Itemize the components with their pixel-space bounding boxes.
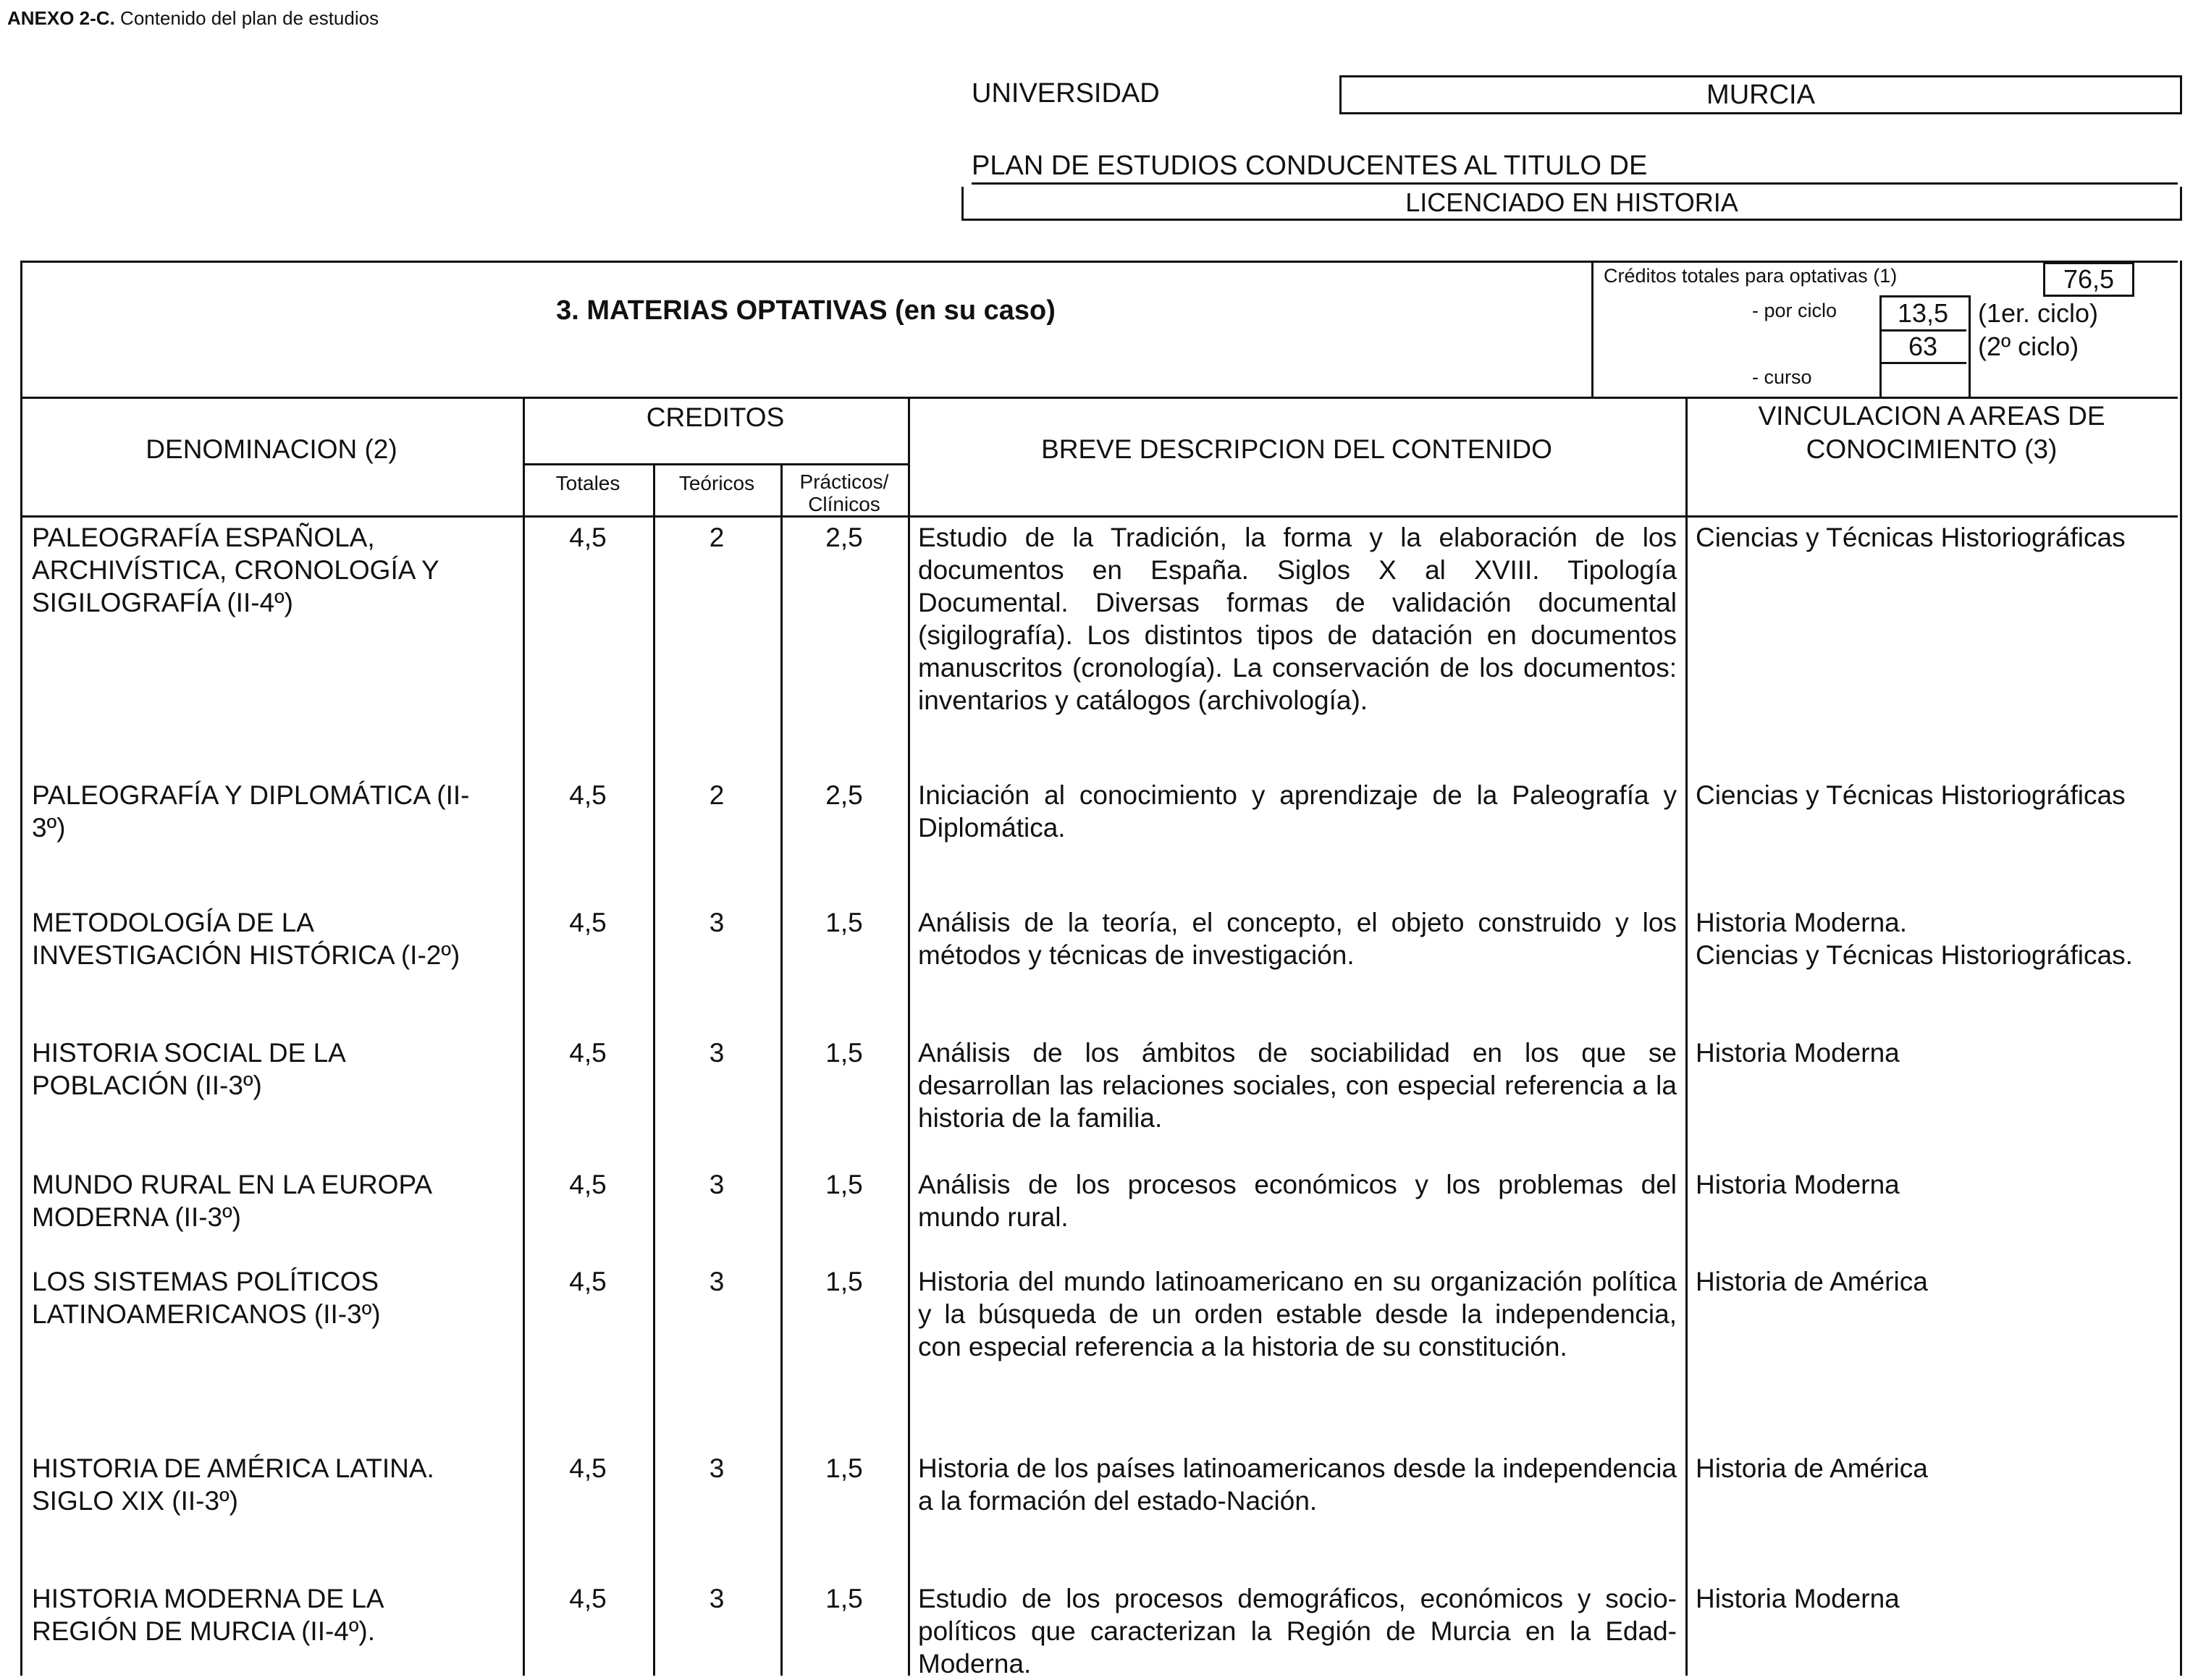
course-name-line: 3º) — [32, 813, 66, 843]
course-name — [32, 1452, 524, 1517]
clinicos-label: Clínicos — [808, 493, 880, 515]
course-name-line: HISTORIA MODERNA DE LA — [32, 1584, 384, 1613]
col-header-vinculacion — [1685, 400, 2178, 466]
knowledge-area — [1696, 521, 2173, 554]
knowledge-area — [1696, 1265, 2173, 1298]
col-header-teoricos: Teóricos — [678, 472, 755, 494]
column-divider — [780, 463, 783, 1676]
credits-practicos: 1,5 — [825, 1584, 863, 1613]
credits-teoricos: 3 — [709, 1453, 725, 1483]
vinculacion-line1: VINCULACION A AREAS DE — [1758, 401, 2105, 431]
ciclo1-label: (1er. ciclo) — [1978, 298, 2099, 328]
col-header-descripcion: BREVE DESCRIPCION DEL CONTENIDO — [1041, 434, 1552, 464]
credits-practicos: 2,5 — [825, 780, 863, 810]
curso-label: - curso — [1752, 366, 1812, 388]
credits-practicos: 1,5 — [825, 1267, 863, 1296]
plan-label: PLAN DE ESTUDIOS CONDUCENTES AL TITULO DE — [972, 151, 1648, 181]
course-description: Análisis de la teoría, el concepto, el objeto construido y los métodos y técnicas de investigación. — [918, 908, 1677, 970]
credits-totales: 4,5 — [569, 780, 607, 810]
knowledge-area-line: Historia Moderna — [1696, 1170, 1900, 1199]
col-header-totales: Totales — [555, 472, 620, 494]
degree-value: LICENCIADO EN HISTORIA — [961, 187, 2182, 221]
credits-totales: 4,5 — [569, 1453, 607, 1483]
plan-underline — [972, 182, 2178, 185]
ciclo-separator — [1879, 362, 1966, 364]
knowledge-area-line: Historia Moderna — [1696, 1038, 1900, 1068]
credits-practicos: 2,5 — [825, 523, 863, 552]
course-description: Historia del mundo latinoamericano en su organización política y la búsqueda de un orden estable desde la independencia, con especial referencia a la historia de su constitución. — [918, 1267, 1677, 1362]
creditos-sub-rule — [523, 463, 908, 465]
header-top-rule — [20, 397, 2178, 399]
course-name — [32, 1265, 524, 1330]
annex-heading — [7, 7, 379, 30]
credits-practicos: 1,5 — [825, 1038, 863, 1068]
course-description: Iniciación al conocimiento y aprendizaje de la Paleografía y Diplomática. — [918, 780, 1677, 843]
col-header-creditos: CREDITOS — [646, 402, 785, 432]
knowledge-area — [1696, 779, 2173, 811]
vinculacion-line2: CONOCIMIENTO (3) — [1806, 434, 2058, 464]
credits-totales: 4,5 — [569, 523, 607, 552]
university-value: MURCIA — [1339, 75, 2182, 114]
credits-total-label: Créditos totales para optativas (1) — [1604, 265, 1898, 287]
knowledge-area-line: Ciencias y Técnicas Historiográficas — [1696, 780, 2126, 810]
course-name — [32, 1168, 524, 1233]
course-name-line: HISTORIA DE AMÉRICA LATINA. — [32, 1453, 434, 1483]
credits-teoricos: 2 — [709, 523, 725, 552]
course-name-line: MODERNA (II-3º) — [32, 1202, 241, 1232]
credits-totales: 4,5 — [569, 1170, 607, 1199]
course-name-line: PALEOGRAFÍA Y DIPLOMÁTICA (II- — [32, 780, 470, 810]
course-name-line: METODOLOGÍA DE LA — [32, 908, 314, 937]
credits-teoricos: 3 — [709, 908, 725, 937]
course-name-line: LATINOAMERICANOS (II-3º) — [32, 1299, 381, 1329]
knowledge-area — [1696, 1582, 2173, 1615]
ciclo1-value: 13,5 — [1897, 298, 1949, 328]
course-name-line: PALEOGRAFÍA ESPAÑOLA, — [32, 523, 375, 552]
credits-teoricos: 3 — [709, 1267, 725, 1296]
knowledge-area-line: Ciencias y Técnicas Historiográficas — [1696, 523, 2126, 552]
credits-totales: 4,5 — [569, 1267, 607, 1296]
ciclo2-value: 63 — [1908, 332, 1938, 361]
course-name-line: REGIÓN DE MURCIA (II-4º). — [32, 1616, 375, 1646]
knowledge-area — [1696, 906, 2173, 971]
course-name-line: HISTORIA SOCIAL DE LA — [32, 1038, 346, 1068]
col-header-denominacion: DENOMINACION (2) — [146, 434, 397, 464]
course-name — [32, 906, 524, 971]
credits-practicos: 1,5 — [825, 1453, 863, 1483]
credits-practicos: 1,5 — [825, 908, 863, 937]
ciclo2-label: (2º ciclo) — [1978, 332, 2079, 361]
course-name — [32, 779, 524, 844]
credits-teoricos: 3 — [709, 1038, 725, 1068]
course-name-line: LOS SISTEMAS POLÍTICOS — [32, 1267, 379, 1296]
credits-teoricos: 2 — [709, 780, 725, 810]
course-name — [32, 1582, 524, 1647]
course-name-line: SIGILOGRAFÍA (II-4º) — [32, 588, 293, 617]
course-name-line: POBLACIÓN (II-3º) — [32, 1071, 262, 1100]
course-description: Análisis de los procesos económicos y los problemas del mundo rural. — [918, 1170, 1677, 1232]
credits-total-value: 76,5 — [2043, 262, 2134, 297]
column-divider — [908, 397, 910, 1676]
annex-number: ANEXO 2-C. — [7, 7, 115, 29]
col-header-practicos — [780, 470, 908, 515]
knowledge-area-line: Ciencias y Técnicas Historiográficas. — [1696, 940, 2133, 970]
section-title: 3. MATERIAS OPTATIVAS (en su caso) — [556, 295, 1056, 326]
knowledge-area-line: Historia Moderna — [1696, 1584, 1900, 1613]
course-name-line: SIGLO XIX (II-3º) — [32, 1486, 238, 1516]
course-name — [32, 1037, 524, 1102]
credits-totales: 4,5 — [569, 1584, 607, 1613]
column-divider — [653, 463, 655, 1676]
course-description: Estudio de la Tradición, la forma y la elaboración de los documentos en España. Siglos X al XVIII. Tipología Documental. Diversas formas de validación documental (sigilografía). Los distintos tipos de datación en documentos manuscritos (cronología). La conservación de los documentos: inventarios y catálogos (archivología). — [918, 523, 1677, 715]
course-name-line: MUNDO RURAL EN LA EUROPA — [32, 1170, 433, 1199]
knowledge-area-line: Historia de América — [1696, 1267, 1928, 1296]
knowledge-area-line: Historia de América — [1696, 1453, 1928, 1483]
course-description: Estudio de los procesos demográficos, económicos y socio-políticos que caracterizan la Región de Murcia en la Edad-Moderna. — [918, 1584, 1677, 1679]
knowledge-area — [1696, 1452, 2173, 1485]
annex-title: Contenido del plan de estudios — [120, 7, 379, 29]
column-divider — [1685, 397, 1688, 1676]
credits-totales: 4,5 — [569, 1038, 607, 1068]
header-bottom-rule — [20, 515, 2178, 518]
course-name — [32, 521, 524, 619]
credits-teoricos: 3 — [709, 1170, 725, 1199]
credits-teoricos: 3 — [709, 1584, 725, 1613]
university-label: UNIVERSIDAD — [972, 78, 1160, 109]
course-name-line: INVESTIGACIÓN HISTÓRICA (I-2º) — [32, 940, 460, 970]
knowledge-area — [1696, 1168, 2173, 1201]
por-ciclo-label: - por ciclo — [1752, 300, 1837, 321]
course-name-line: ARCHIVÍSTICA, CRONOLOGÍA Y — [32, 555, 439, 585]
credits-totales: 4,5 — [569, 908, 607, 937]
course-description: Análisis de los ámbitos de sociabilidad en los que se desarrollan las relaciones sociales, con especial referencia a la historia de la familia. — [918, 1038, 1677, 1133]
credits-practicos: 1,5 — [825, 1170, 863, 1199]
practicos-label: Prácticos/ — [799, 470, 889, 493]
knowledge-area-line: Historia Moderna. — [1696, 908, 1908, 937]
course-description: Historia de los países latinoamericanos desde la independencia a la formación del estado-Nación. — [918, 1453, 1677, 1516]
knowledge-area — [1696, 1037, 2173, 1069]
